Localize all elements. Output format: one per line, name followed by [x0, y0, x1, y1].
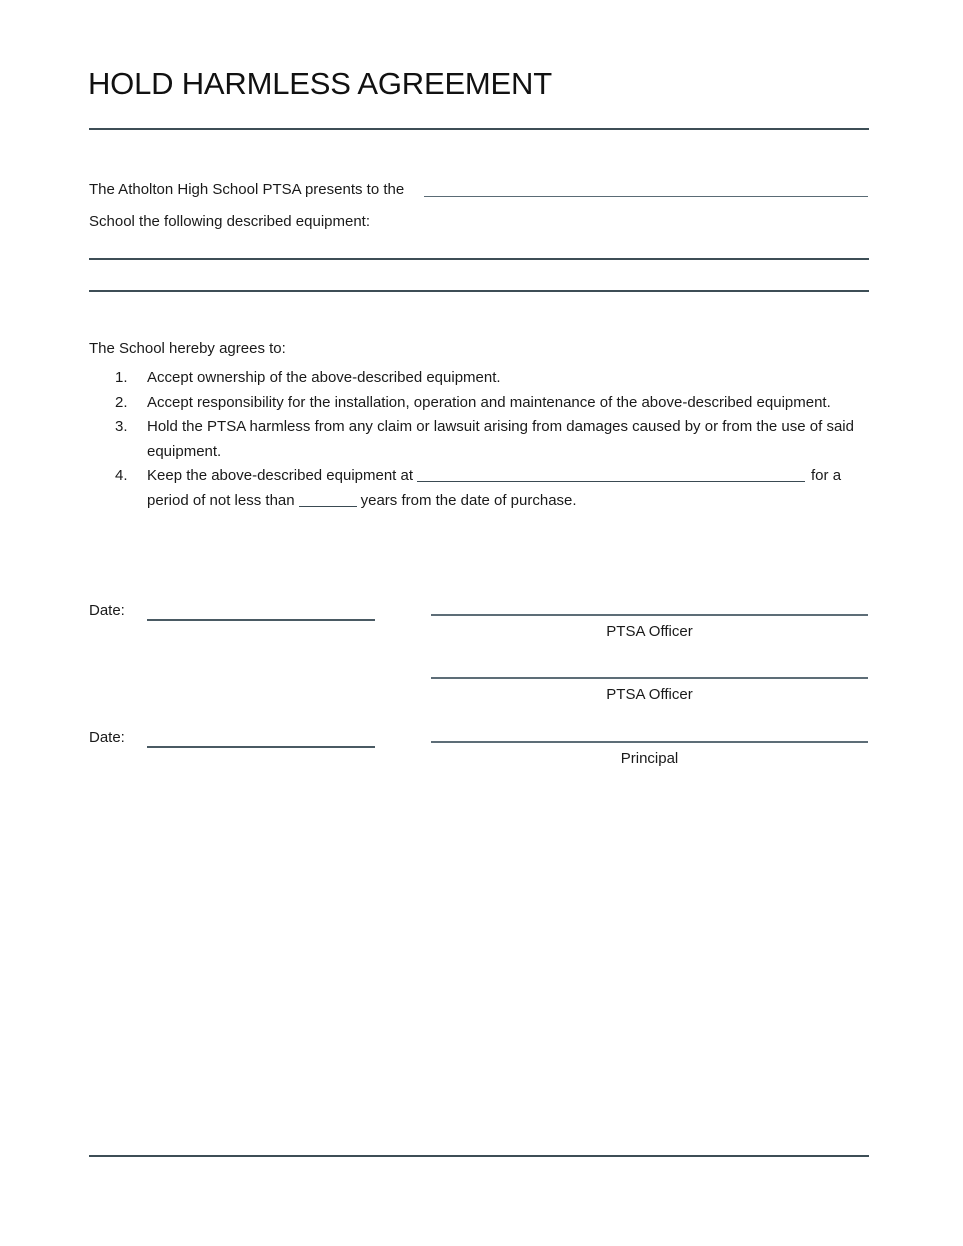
list-item-text: Accept ownership of the above-described equipment. [147, 369, 501, 386]
school-name-blank-line[interactable] [424, 196, 868, 197]
equipment-blank-line-2[interactable] [89, 290, 869, 292]
intro-line-1: The Atholton High School PTSA presents to the [89, 181, 405, 198]
list-item-text [147, 464, 879, 513]
list-item-text: Hold the PTSA harmless from any claim or lawsuit arising from damages caused by or from the use of said equipment. [147, 418, 854, 460]
agreement-lead-in: The School hereby agrees to: [89, 340, 286, 357]
list-item [89, 366, 879, 391]
signature-caption-principal: Principal [620, 750, 679, 767]
equipment-blank-line-1[interactable] [89, 258, 869, 260]
agreement-list [89, 366, 879, 514]
page-title: HOLD HARMLESS AGREEMENT [88, 66, 552, 101]
list-item-text-part-1: Keep the above-described equipment at [147, 467, 414, 485]
list-item-number: 4. [115, 467, 128, 485]
signature-line-principal[interactable] [431, 741, 868, 743]
list-item [89, 415, 879, 464]
footer-divider [89, 1155, 869, 1157]
list-item [89, 391, 879, 416]
signature-caption-ptsa-officer-1: PTSA Officer [606, 623, 693, 640]
intro-line-2: School the following described equipment: [89, 213, 371, 230]
list-item-number: 3. [115, 418, 128, 436]
list-item [89, 464, 879, 513]
date-blank-line-2[interactable] [147, 746, 375, 748]
list-item-text-part-2: for a period of not less than [147, 467, 842, 509]
equipment-location-blank[interactable] [417, 466, 805, 482]
list-item-text-part-3: years from the date of purchase. [360, 491, 577, 509]
date-blank-line-1[interactable] [147, 619, 375, 621]
list-item-number: 1. [115, 369, 128, 386]
signature-line-ptsa-officer-2[interactable] [431, 677, 868, 679]
years-blank[interactable] [299, 492, 357, 507]
title-divider [89, 128, 869, 130]
signature-line-ptsa-officer-1[interactable] [431, 614, 868, 616]
list-item-text: Accept responsibility for the installation, operation and maintenance of the above-described equipment. [147, 393, 831, 411]
list-item-number: 2. [115, 393, 128, 411]
date-label-1: Date: [89, 602, 125, 619]
date-label-2: Date: [89, 729, 125, 746]
signature-caption-ptsa-officer-2: PTSA Officer [606, 686, 693, 703]
